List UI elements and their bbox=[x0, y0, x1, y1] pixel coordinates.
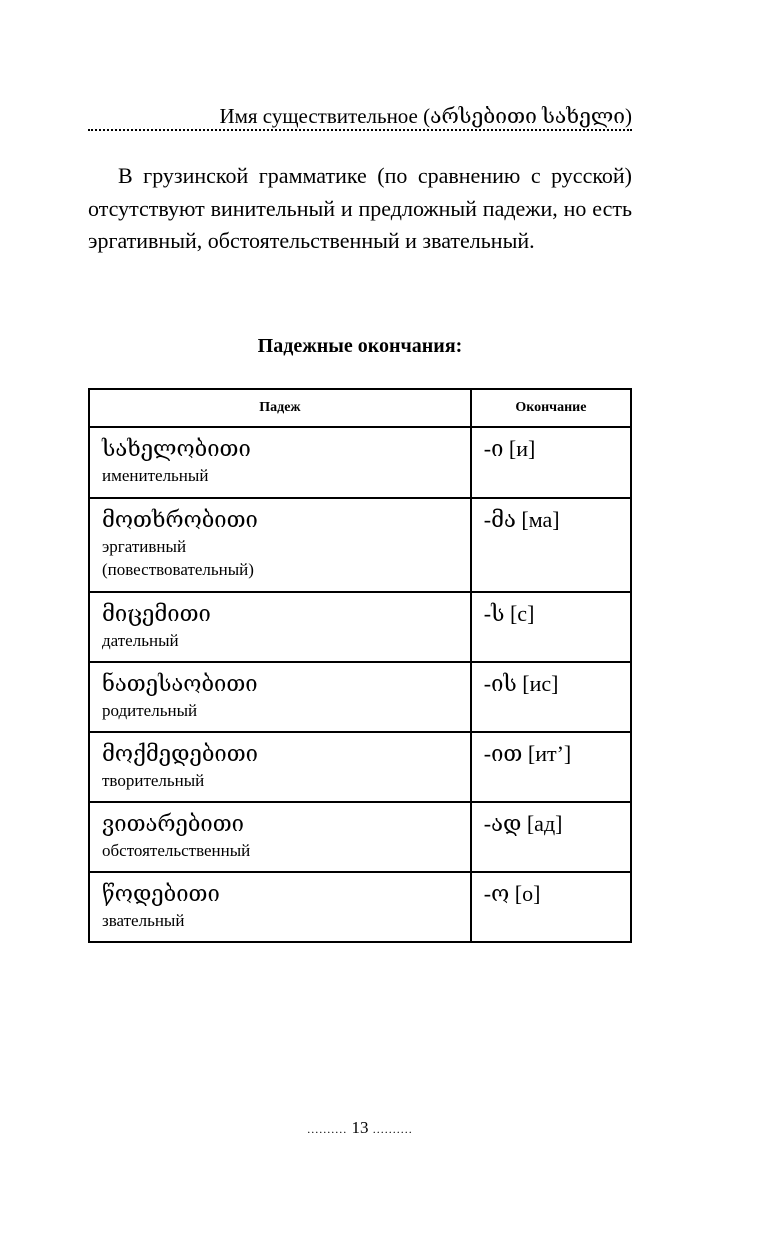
ending-cell bbox=[471, 802, 631, 872]
table-row bbox=[89, 732, 631, 802]
case-ending: -ი [и] bbox=[483, 436, 536, 461]
ending-cell bbox=[471, 732, 631, 802]
case-russian: родительный bbox=[102, 701, 198, 720]
ending-cell bbox=[471, 872, 631, 942]
table-row bbox=[89, 802, 631, 872]
header-dotted-rule bbox=[88, 129, 632, 131]
case-russian: дательный bbox=[102, 631, 179, 650]
header-ending: Окончание bbox=[471, 389, 631, 427]
case-georgian: სახელობითი bbox=[102, 436, 251, 461]
table-row bbox=[89, 662, 631, 732]
case-georgian: მოქმედებითი bbox=[102, 741, 258, 766]
case-ending: -ად [ад] bbox=[483, 811, 563, 836]
case-georgian: ვითარებითი bbox=[102, 811, 244, 836]
table-row bbox=[89, 427, 631, 498]
case-russian: звательный bbox=[102, 911, 185, 930]
ending-cell bbox=[471, 662, 631, 732]
ending-cell bbox=[471, 498, 631, 592]
case-ending: -ო [о] bbox=[483, 881, 541, 906]
case-georgian: მოთხრობითი bbox=[102, 507, 258, 532]
page-footer bbox=[88, 1116, 632, 1141]
table-title: Падежные окончания: bbox=[257, 335, 463, 357]
intro-paragraph: В грузинской грамматике (по сравнению с русской) отсутствуют винительный и предложный падежи, но есть эргативный, обстоятельственный и звательный. bbox=[88, 163, 632, 253]
case-georgian: ნათესაობითი bbox=[102, 671, 258, 696]
case-ending: -მა [ма] bbox=[483, 507, 560, 532]
case-russian: эргативный (повествовательный) bbox=[102, 537, 254, 579]
case-cell bbox=[89, 427, 471, 498]
case-cell bbox=[89, 802, 471, 872]
footer-dots-left: .......... bbox=[307, 1122, 348, 1137]
case-cell bbox=[89, 872, 471, 942]
case-russian: творительный bbox=[102, 771, 205, 790]
case-georgian: მიცემითი bbox=[102, 601, 211, 626]
header-case: Падеж bbox=[89, 389, 471, 427]
footer-dots-right: .......... bbox=[372, 1122, 413, 1137]
ending-cell bbox=[471, 592, 631, 662]
case-georgian: წოდებითი bbox=[102, 881, 220, 906]
ending-cell bbox=[471, 427, 631, 498]
table-row bbox=[89, 592, 631, 662]
case-russian: именительный bbox=[102, 466, 209, 485]
case-cell bbox=[89, 732, 471, 802]
case-ending: -ით [ит’] bbox=[483, 741, 572, 766]
case-ending: -ის [ис] bbox=[483, 671, 559, 696]
case-cell bbox=[89, 592, 471, 662]
case-endings-table bbox=[88, 388, 632, 943]
case-cell bbox=[89, 498, 471, 592]
table-row bbox=[89, 872, 631, 942]
table-row bbox=[89, 498, 631, 592]
table-header-row bbox=[89, 389, 631, 427]
case-cell bbox=[89, 662, 471, 732]
case-russian: обстоятельственный bbox=[102, 841, 251, 860]
page-number: 13 bbox=[351, 1118, 369, 1137]
case-ending: -ს [с] bbox=[483, 601, 535, 626]
running-header: Имя существительное (არსებითი სახელი) bbox=[219, 104, 632, 128]
